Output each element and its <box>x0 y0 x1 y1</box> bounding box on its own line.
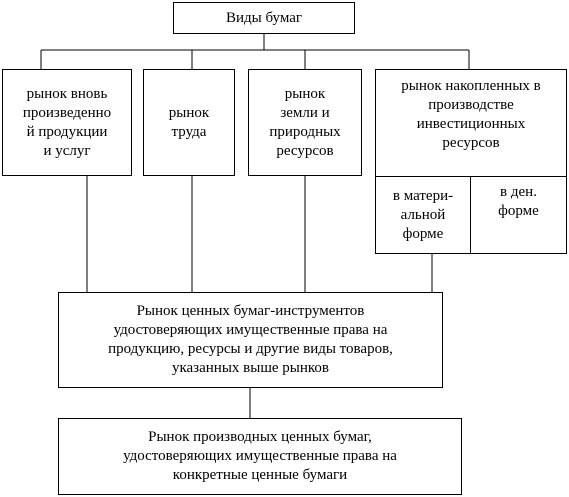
market-new-products-label: рынок вновь произведенно й продукции и услуг <box>22 85 112 159</box>
material-form-box <box>375 176 471 254</box>
material-form-label: в матери- альной форме <box>392 187 454 242</box>
market-labor-label: рынок труда <box>168 104 210 140</box>
market-land-label: рынок земли и природных ресурсов <box>269 85 341 159</box>
market-land-box <box>248 69 362 176</box>
market-investment-label: рынок накопленных в производстве инвестиционных ресурсов <box>401 78 541 151</box>
market-labor-box <box>143 69 235 176</box>
money-form-label: в ден. форме <box>498 184 539 219</box>
derivatives-market-box <box>58 418 462 495</box>
securities-market-label: Рынок ценных бумаг-инструментов удостоверяющих имущественные права на продукцию, ресурсы и другие виды товаров, указанных выше рынков <box>108 303 393 376</box>
market-new-products-box <box>2 69 132 176</box>
root-box <box>173 2 355 34</box>
root-label: Виды бумаг <box>225 9 303 26</box>
derivatives-market-label: Рынок производных ценных бумаг, удостоверяющих имущественные права на конкретные ценные бумаги <box>123 429 397 483</box>
securities-market-box <box>58 292 443 388</box>
money-form-box <box>470 176 567 254</box>
